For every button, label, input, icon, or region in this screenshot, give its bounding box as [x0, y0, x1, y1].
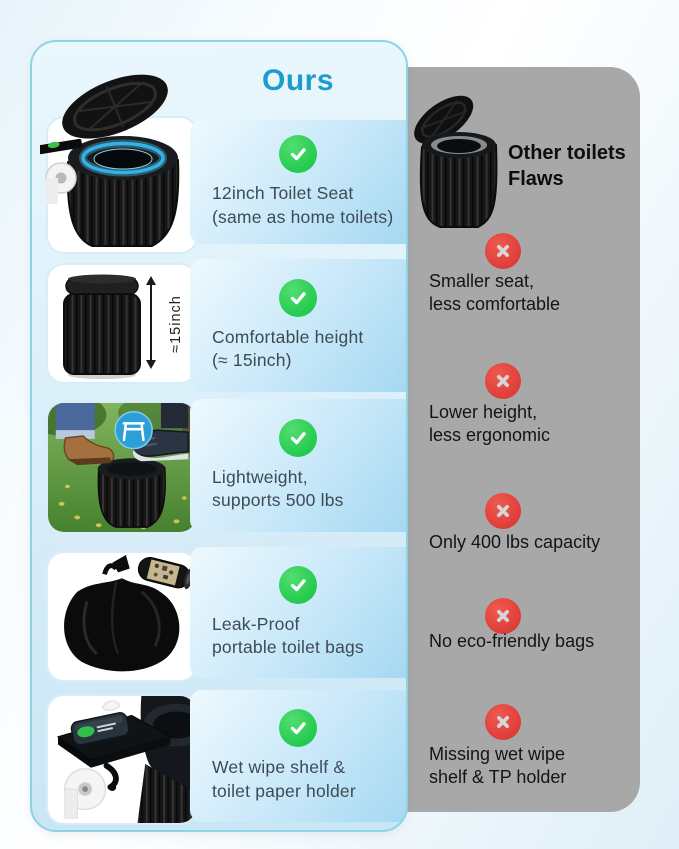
check-icon [279, 279, 317, 317]
ours-item-text: Lightweight, supports 500 lbs [212, 466, 344, 510]
cross-icon [485, 233, 521, 269]
ours-title: Ours [261, 64, 335, 97]
cross-icon [485, 493, 521, 529]
ours-item-seat [190, 120, 406, 244]
cross-icon [485, 363, 521, 399]
cross-icon [485, 598, 521, 634]
portable-toilet-open-lid-image [40, 66, 205, 256]
product-card-toilet-height [46, 263, 198, 384]
portable-toilet-closed-image [52, 268, 152, 381]
ours-item-text: 12inch Toilet Seat (same as home toilets) [212, 183, 394, 227]
flaw-item-text: Smaller seat, less comfortable [429, 271, 561, 315]
ours-item-text: Comfortable height (≈ 15inch) [212, 326, 364, 370]
product-card-open-toilet [46, 116, 198, 254]
wet-wipe-shelf-with-toilet-paper-image [48, 696, 196, 823]
ours-panel [30, 40, 408, 832]
product-card-toilet-bags [46, 551, 198, 682]
flaws-heading: Other toilets Flaws [508, 142, 626, 190]
height-measure-label: ≈15inch [168, 294, 184, 353]
flaw-item-text: Lower height, less ergonomic [429, 402, 551, 446]
ours-item-shelf [190, 690, 406, 822]
check-icon [279, 135, 317, 173]
black-toilet-bag-and-roll-image [48, 553, 196, 680]
check-icon [279, 566, 317, 604]
other-toilet-open-lid-image [412, 85, 502, 235]
ours-item-bags [190, 547, 406, 678]
feet-standing-on-toilet-photo [48, 403, 196, 532]
cross-icon [485, 704, 521, 740]
ours-item-height [190, 259, 406, 392]
flaw-item-text: No eco-friendly bags [429, 631, 595, 651]
check-icon [279, 709, 317, 747]
height-measure-arrow [150, 279, 152, 366]
check-icon [279, 419, 317, 457]
other-toilets-flaws-panel [398, 67, 640, 812]
product-card-lightweight-photo [46, 401, 198, 534]
ours-item-text: Wet wipe shelf & toilet paper holder [212, 757, 356, 801]
flaw-item-text: Missing wet wipe shelf & TP holder [429, 744, 567, 788]
flaw-item-text: Only 400 lbs capacity [429, 532, 601, 552]
ours-item-lightweight [190, 399, 406, 532]
product-card-wipe-shelf [46, 694, 198, 825]
ours-item-text: Leak-Proof portable toilet bags [212, 613, 364, 657]
